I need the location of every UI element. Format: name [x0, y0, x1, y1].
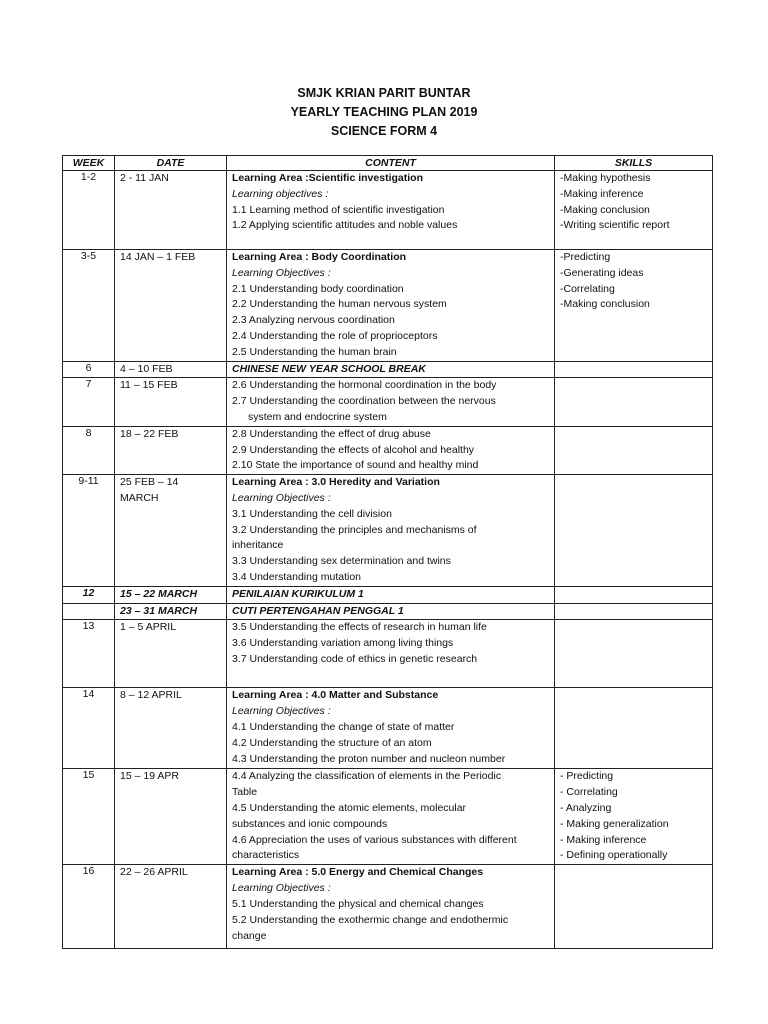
- content-cell: [227, 171, 555, 250]
- table-row: [63, 586, 713, 603]
- date-line: 1 – 5 APRIL: [120, 621, 177, 634]
- week-cell: 15: [63, 769, 115, 865]
- date-line: 22 – 26 APRIL: [120, 866, 188, 879]
- date-cell: [115, 620, 227, 688]
- date-cell: [115, 688, 227, 769]
- content-line: 2.2 Understanding the human nervous system: [232, 298, 447, 311]
- skills-cell: [555, 250, 713, 362]
- content-line: 4.1 Understanding the change of state of matter: [232, 720, 455, 733]
- content-line: Learning Objectives :: [232, 491, 331, 504]
- subject-title: SCIENCE FORM 4: [330, 124, 438, 138]
- skills-cell: [555, 688, 713, 769]
- content-line: Learning Objectives :: [232, 266, 331, 279]
- content-line: PENILAIAN KURIKULUM 1: [232, 587, 364, 600]
- content-line: Learning objectives :: [232, 187, 329, 200]
- content-line: 3.3 Understanding sex determination and twins: [232, 555, 451, 568]
- date-line: 4 – 10 FEB: [120, 362, 173, 375]
- skill-item: - Analyzing: [560, 801, 612, 814]
- content-line: 3.1 Understanding the cell division: [232, 507, 392, 520]
- content-line: Learning Area : 4.0 Matter and Substance: [232, 689, 439, 702]
- date-cell: [115, 361, 227, 378]
- skill-item: -Predicting: [560, 251, 611, 263]
- content-line: 4.4 Analyzing the classification of elements in the Periodic: [232, 770, 502, 783]
- date-cell: [115, 865, 227, 949]
- skill-item: - Predicting: [560, 770, 614, 783]
- content-line: Table: [232, 786, 258, 799]
- content-line: Learning Objectives :: [232, 882, 331, 895]
- date-cell: [115, 769, 227, 865]
- date-line: 11 – 15 FEB: [120, 379, 178, 392]
- content-cell: [227, 620, 555, 688]
- content-line: 3.6 Understanding variation among living things: [232, 637, 454, 650]
- skill-item: -Writing scientific report: [560, 219, 670, 232]
- date-line: 23 – 31 MARCH: [120, 604, 198, 617]
- content-line: change: [232, 929, 267, 942]
- content-cell: [227, 475, 555, 587]
- week-cell: 3-5: [63, 250, 115, 362]
- content-cell: [227, 361, 555, 378]
- content-line: Learning Area : 3.0 Heredity and Variation: [232, 476, 440, 489]
- document-header: [0, 84, 768, 141]
- column-header-week: WEEK: [63, 156, 115, 171]
- content-line: 2.3 Analyzing nervous coordination: [232, 314, 395, 327]
- teaching-plan-table: [62, 155, 713, 949]
- date-line: 8 – 12 APRIL: [120, 689, 182, 702]
- content-line: 2.9 Understanding the effects of alcohol and healthy: [232, 443, 475, 456]
- column-header-skills: SKILLS: [555, 156, 713, 171]
- content-line: 3.5 Understanding the effects of research in human life: [232, 621, 487, 634]
- content-line: Learning Objectives :: [232, 705, 331, 718]
- content-cell: [227, 688, 555, 769]
- skill-item: - Correlating: [560, 786, 618, 799]
- date-line: 14 JAN – 1 FEB: [120, 251, 196, 263]
- table-row: [63, 361, 713, 378]
- date-cell: [115, 250, 227, 362]
- content-cell: [227, 769, 555, 865]
- date-cell: [115, 171, 227, 250]
- content-line: characteristics: [232, 849, 300, 862]
- table-row: [63, 250, 713, 362]
- content-line: 3.2 Understanding the principles and mechanisms of: [232, 523, 477, 536]
- skills-cell: [555, 171, 713, 250]
- content-line: 2.4 Understanding the role of proprioceptors: [232, 329, 438, 342]
- plan-title: YEARLY TEACHING PLAN 2019: [290, 105, 478, 119]
- table-row: [63, 620, 713, 688]
- table-row: [63, 426, 713, 474]
- table-row: [63, 688, 713, 769]
- content-line: 5.2 Understanding the exothermic change and endothermic: [232, 913, 509, 926]
- skills-cell: [555, 865, 713, 949]
- content-line: 4.2 Understanding the structure of an atom: [232, 736, 432, 749]
- content-cell: [227, 865, 555, 949]
- content-line: 3.4 Understanding mutation: [232, 570, 361, 583]
- skill-item: -Generating ideas: [560, 266, 644, 279]
- date-line: 15 – 22 MARCH: [120, 587, 198, 600]
- content-line: 5.1 Understanding the physical and chemical changes: [232, 897, 484, 910]
- skill-item: - Making inference: [560, 833, 647, 846]
- date-line: MARCH: [120, 491, 159, 504]
- content-line: 2.8 Understanding the effect of drug abuse: [232, 427, 431, 440]
- skills-cell: [555, 378, 713, 426]
- content-line: CUTI PERTENGAHAN PENGGAL 1: [232, 604, 404, 617]
- week-cell: 16: [63, 865, 115, 949]
- skills-cell: [555, 620, 713, 688]
- content-line: 2.5 Understanding the human brain: [232, 345, 397, 358]
- content-cell: [227, 426, 555, 474]
- column-header-content: CONTENT: [227, 156, 555, 171]
- date-cell: [115, 475, 227, 587]
- content-cell: [227, 603, 555, 620]
- date-line: 2 - 11 JAN: [120, 172, 169, 184]
- content-line: 4.5 Understanding the atomic elements, molecular: [232, 801, 467, 814]
- content-line: Learning Area : 5.0 Energy and Chemical Changes: [232, 866, 484, 879]
- content-line: inheritance: [232, 539, 284, 552]
- date-cell: [115, 603, 227, 620]
- content-cell: [227, 378, 555, 426]
- content-line: 4.6 Appreciation the uses of various substances with different: [232, 833, 517, 846]
- content-cell: [227, 250, 555, 362]
- content-line: Learning Area : Body Coordination: [232, 251, 407, 263]
- column-header-date: DATE: [115, 156, 227, 171]
- content-line: 2.1 Understanding body coordination: [232, 282, 404, 295]
- skill-item: - Defining operationally: [560, 849, 668, 862]
- week-cell: [63, 603, 115, 620]
- content-line: 2.6 Understanding the hormonal coordination in the body: [232, 379, 497, 392]
- date-line: 25 FEB – 14: [120, 476, 179, 489]
- content-line: 1.2 Applying scientific attitudes and noble values: [232, 219, 458, 232]
- skills-cell: [555, 426, 713, 474]
- skill-item: -Making conclusion: [560, 298, 650, 311]
- table-row: [63, 769, 713, 865]
- content-line: 2.7 Understanding the coordination between the nervous: [232, 395, 496, 408]
- week-cell: 8: [63, 426, 115, 474]
- skills-cell: [555, 475, 713, 587]
- skills-cell: [555, 361, 713, 378]
- table-body: [63, 171, 713, 949]
- date-line: 18 – 22 FEB: [120, 427, 179, 440]
- skills-cell: [555, 769, 713, 865]
- table-row: [63, 865, 713, 949]
- skills-cell: [555, 586, 713, 603]
- week-cell: 1-2: [63, 171, 115, 250]
- week-cell: 9-11: [63, 475, 115, 587]
- content-line: system and endocrine system: [248, 410, 387, 423]
- date-cell: [115, 586, 227, 603]
- week-cell: 12: [63, 586, 115, 603]
- skills-cell: [555, 603, 713, 620]
- content-line: 1.1 Learning method of scientific investigation: [232, 203, 445, 216]
- table-header-row: [63, 156, 713, 171]
- content-cell: [227, 586, 555, 603]
- content-line: 2.10 State the importance of sound and healthy mind: [232, 459, 479, 472]
- school-name: SMJK KRIAN PARIT BUNTAR: [297, 86, 471, 100]
- content-line: Learning Area :Scientific investigation: [232, 172, 423, 184]
- table-row: [63, 378, 713, 426]
- date-cell: [115, 378, 227, 426]
- content-line: substances and ionic compounds: [232, 817, 388, 830]
- date-line: 15 – 19 APR: [120, 770, 179, 783]
- content-line: 4.3 Understanding the proton number and nucleon number: [232, 752, 506, 765]
- skill-item: -Making inference: [560, 187, 644, 200]
- content-line: CHINESE NEW YEAR SCHOOL BREAK: [232, 362, 426, 375]
- skill-item: -Making conclusion: [560, 203, 650, 216]
- table-row: [63, 603, 713, 620]
- week-cell: 7: [63, 378, 115, 426]
- skill-item: - Making generalization: [560, 817, 669, 830]
- content-line: 3.7 Understanding code of ethics in genetic research: [232, 652, 478, 665]
- table-row: [63, 171, 713, 250]
- skill-item: -Making hypothesis: [560, 172, 651, 184]
- skill-item: -Correlating: [560, 282, 615, 295]
- table-row: [63, 475, 713, 587]
- week-cell: 14: [63, 688, 115, 769]
- week-cell: 6: [63, 361, 115, 378]
- week-cell: 13: [63, 620, 115, 688]
- date-cell: [115, 426, 227, 474]
